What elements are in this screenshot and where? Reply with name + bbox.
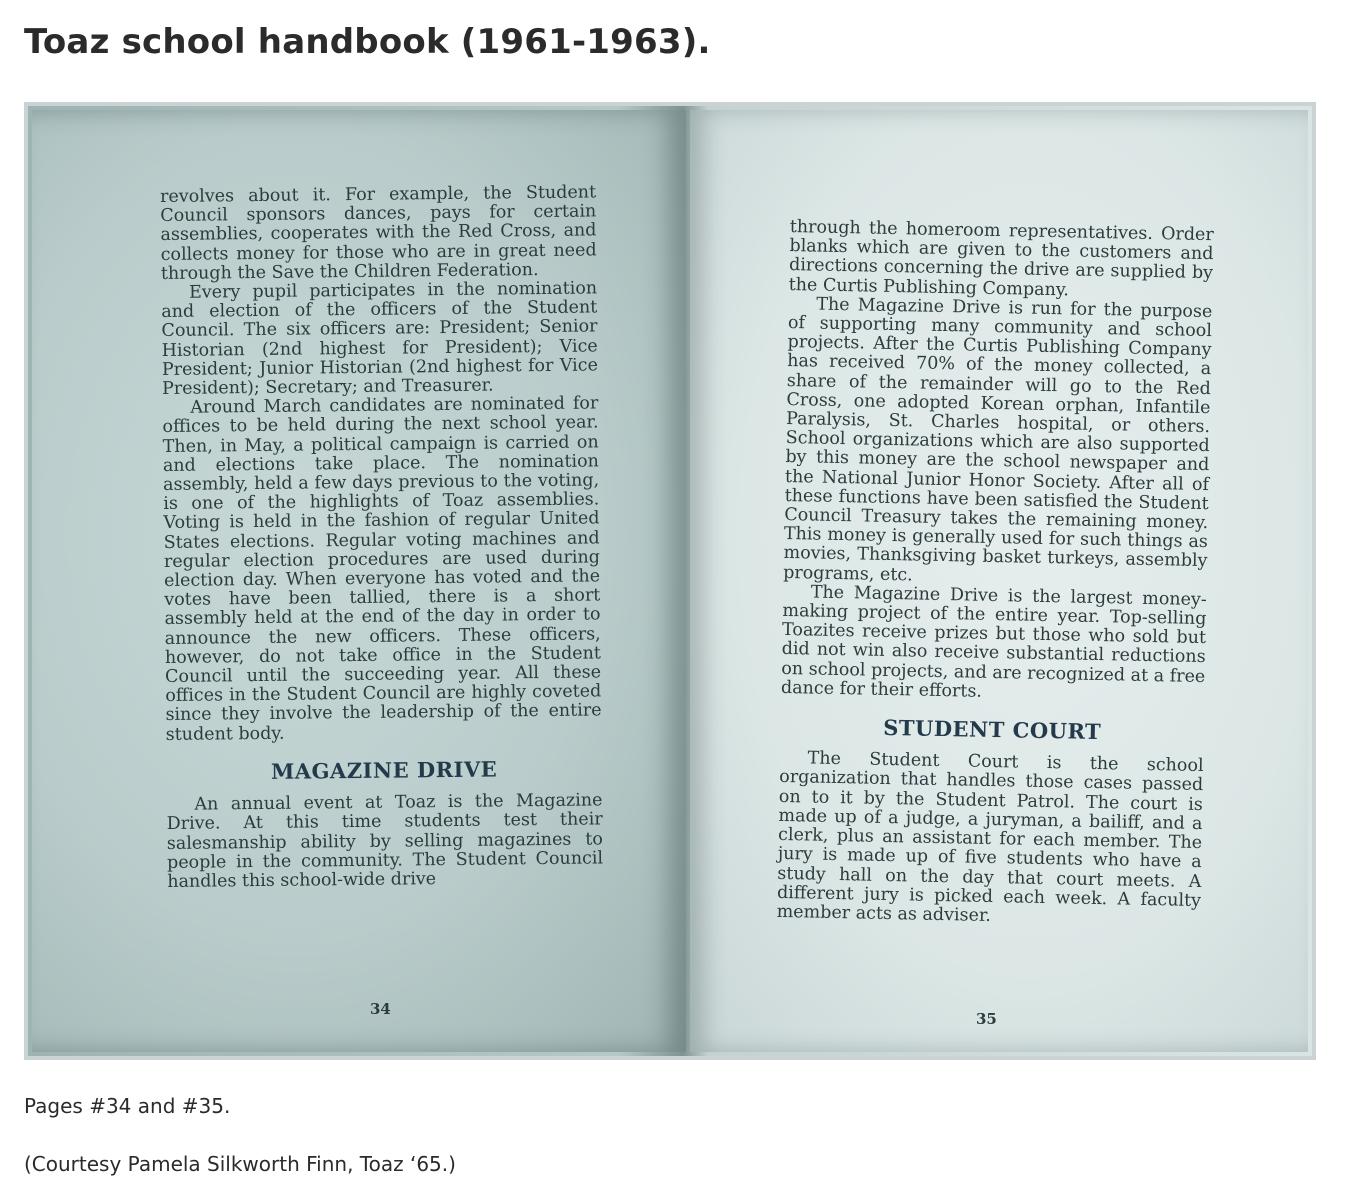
- handbook-photo: [24, 102, 1316, 1060]
- magazine-drive-heading: MAGAZINE DRIVE: [270, 756, 498, 784]
- page-35-text: [776, 218, 1213, 930]
- page-number-35: 35: [976, 1010, 997, 1028]
- page-number-34: 34: [370, 1000, 391, 1018]
- handbook-spread: [28, 106, 1312, 1056]
- handbook-page-35: [690, 110, 1308, 1052]
- page-34-paragraph: revolves about it. For example, the Student Council sponsors dances, pays for certain assemblies, cooperates with the Red Cross, and collects money for those who are in great need through the Save the Children Federation.: [159, 182, 597, 284]
- page-35-paragraph: through the homeroom representatives. Order blanks which are given to the customers and directions concerning the drive are supplied by the Curtis Publishing Company.: [788, 217, 1214, 300]
- page-34-paragraph: Around March candidates are nominated for offices to be held during the next school year. Then, in May, a political campaign is carried on and elections take place. The nomination assembly, held a few days previous to the voting, is one of the highlights of Toaz assemblies. Voting is held in the fashion of regular United States elections. Regular voting machines and regular election procedures are used during election day. When everyone has voted and the votes have been tallied, there is a short assembly held at the end of the day in order to announce the new officers. These officers, however, do not take office in the Student Council until the succeeding year. All these offices in the Student Council are highly coveted since they involve the leadership of the entire student body.: [162, 393, 602, 745]
- page-34-text: [160, 183, 603, 892]
- student-court-heading: STUDENT COURT: [882, 714, 1102, 745]
- page-35-paragraph: The Magazine Drive is the largest money-making project of the entire year. Top-selling Toazites receive prizes but those who sold but did not win also receive substantial reductions on school projects, and are recognized at a free dance for their efforts.: [780, 582, 1207, 702]
- post-title: Toaz school handbook (1961-1963).: [24, 22, 711, 62]
- photo-caption: Pages #34 and #35.: [24, 1094, 231, 1118]
- page-35-paragraph: The Magazine Drive is run for the purpose of supporting many community and school projects. After the Curtis Publishing Company has received 70% of the money collected, a share of the remainder will go to the Red Cross, one adopted Korean orphan, Infantile Paralysis, St. Charles hospital, or others. School organizations which are also supported by this money are the school newspaper and the National Junior Honor Society. After all of these functions have been satisfied the Student Council Treasury takes the remaining money. This money is generally used for such things as movies, Thanksgiving basket turkeys, assembly programs, etc.: [782, 294, 1213, 586]
- page-34-paragraph: Every pupil participates in the nomination and election of the officers of the Student Council. The six officers are: President; Senior Historian (2nd highest for President); Vice President; Junior Historian (2nd highest for Vice President); Secretary; and Treasurer.: [161, 278, 598, 400]
- page-35-paragraph: The Student Court is the school organization that handles those cases passed on to it by the Student Patrol. The court is made up of a judge, a juryman, a bailiff, and a clerk, plus an assistant for each member. The jury is made up of five students who have a study hall on the day that court meets. A different jury is picked each week. A faculty member acts as adviser.: [776, 748, 1204, 926]
- photo-credit: (Courtesy Pamela Silkworth Finn, Toaz ‘65.): [24, 1152, 456, 1176]
- page-34-paragraph: An annual event at Toaz is the Magazine Drive. At this time students test their salesmanship ability by selling magazines to people in the community. The Student Council handles this school-wide drive: [166, 790, 604, 892]
- handbook-page-34: [32, 110, 686, 1052]
